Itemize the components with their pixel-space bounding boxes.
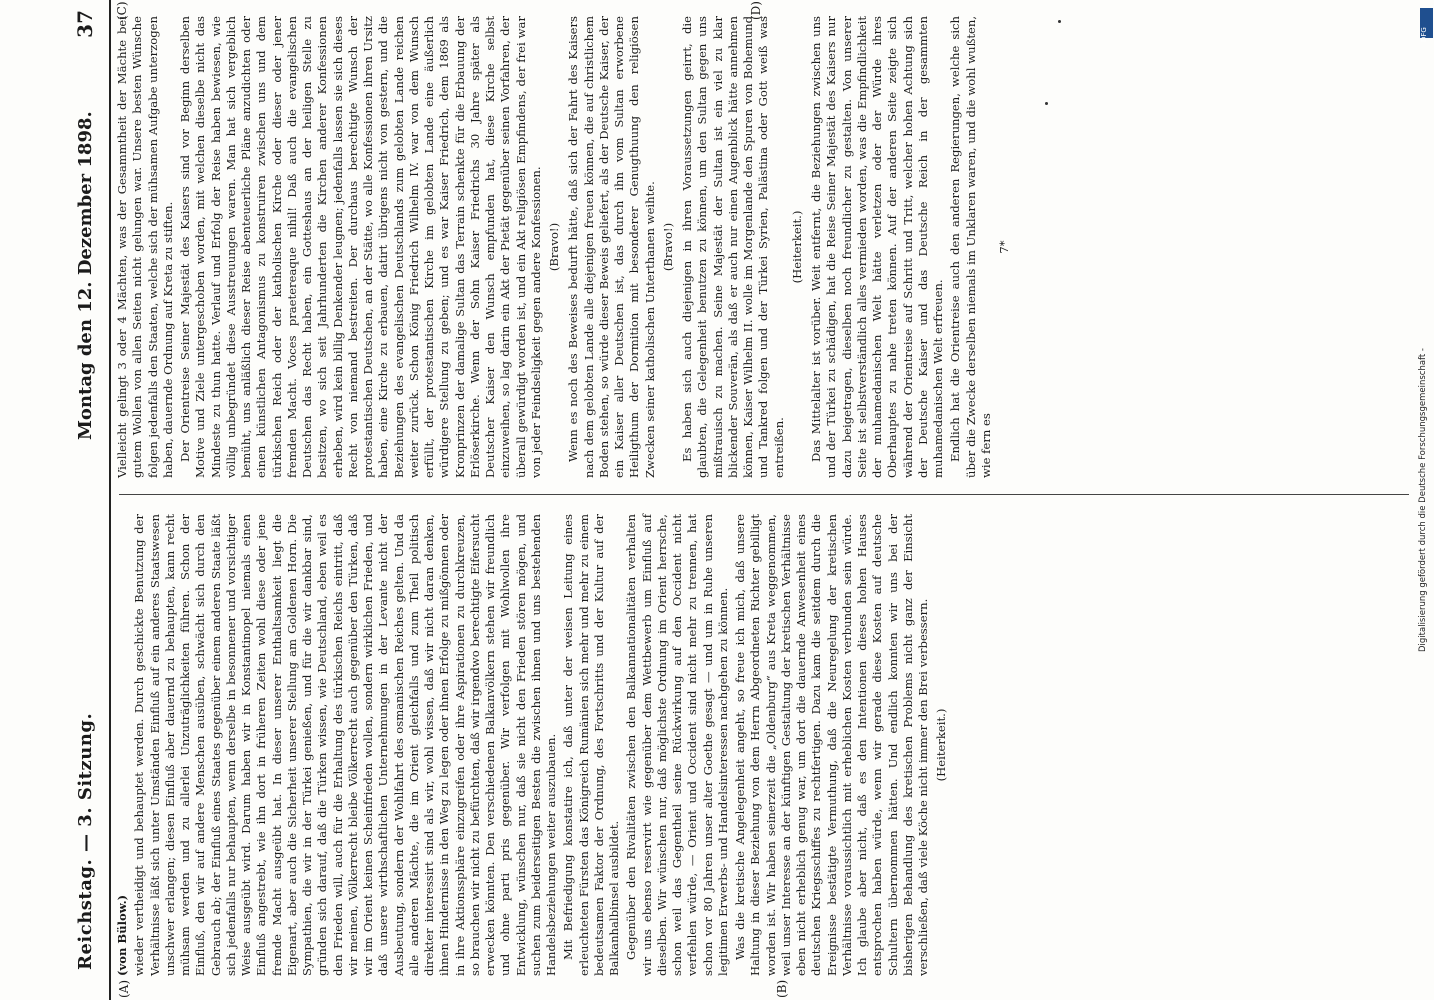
page-number: 37: [73, 10, 97, 38]
signature-mark: 7*: [997, 240, 1011, 254]
margin-marker-d: (D): [749, 1, 763, 20]
paragraph: Wenn es noch des Beweises bedurft hätte, daß sich der Fahrt des Kaisers nach dem gelobten Lande alle diejenigen freuen können, die auf christlichem Boden stehen, so würde dieser Beweis geliefert, als der Deutsche Kaiser, der ein Kaiser aller Deutschen ist, das durch ihn vom Sultan erworbene Heiligthum der Dormition mit besonderer Genugthuung den religiösen Zwecken seiner katholischen Unterthanen weihte.: [566, 16, 657, 478]
scan-speck: [1045, 102, 1048, 105]
paragraph: Der Orientreise Seiner Majestät des Kaisers sind vor Beginn derselben Motive und Ziele untergeschoben worden, mit welchen dieselbe nicht das Mindeste zu thun hatte. Verlauf und Erfolg der Reise haben bewiesen, wie völlig unbegründet diese Ausstreuungen waren. Man hat sich vergeblich bemüht, uns anläßlich dieser Reise abenteuerliche Pläne anzudichten oder einen künstlichen Antagonismus zu konstruiren zwischen uns und dem türkischen Reich oder der katholischen Kirche oder dieser oder jener fremden Macht. Voces praetereaque nihil! Daß auch die evangelischen Deutschen das Recht haben, ein Gotteshaus an der heiligen Stelle zu besitzen, wo sich seit Jahrhunderten die Kirchen anderer Konfessionen erheben, wird kein billig Denkender leugnen; jedenfalls lassen sie sich dieses Recht von niemand bestreiten. Der durchaus berechtigte Wunsch der protestantischen Deutschen, an der Stätte, wo alle Konfessionen ihren Ursitz haben, eine Kirche zu erbauen, datirt übrigens nicht von gestern, und die Beziehungen des evangelischen Deutschlands zum gelobten Lande reichen weiter zurück. Schon König Friedrich Wilhelm IV. war von dem Wunsch erfüllt, der protestantischen Kirche im gelobten Lande eine äußerlich würdigere Stellung zu geben; und es war Kaiser Friedrich, dem 1869 als Kronprinzen der damalige Sultan das Terrain schenkte für die Erbauung der Erlöserkirche. Wenn der Sohn Kaiser Friedrichs 30 Jahre später als Deutscher Kaiser den Wunsch empfunden hat, diese Kirche selbst einzuweihen, so lag darin ein Akt der Pietät gegenüber seinen Vorfahren, der überall gewürdigt worden ist, und ein Akt religiösen Empfindens, der frei war von jeder Feindseligkeit gegen andere Konfessionen.: [178, 16, 543, 478]
paragraph: Endlich hat die Orientreise auch den anderen Regierungen, welche sich über die Zwecke derselben niemals im Unklaren waren, und die wohl wußten, wie fern es: [948, 16, 993, 478]
speaker-label: (von Bülow.): [115, 894, 129, 976]
dfg-logo: DFG: [1420, 8, 1433, 38]
paragraph: Es haben sich auch diejenigen in ihren Voraussetzungen geirrt, die glaubten, die Gelegenheit benutzen zu können, um den Sultan gegen uns mißtrauisch zu machen. Seine Majestät der Sultan ist ein viel zu klar blickender Souverän, als daß er auch nur einen Augenblick hätte annehmen können, Kaiser Wilhelm II. wolle im Morgenlande den Spuren von Bohemund und Tankred folgen und der Türkei Syrien, Palästina oder Gott weiß was entreißen.: [680, 16, 786, 478]
digitization-text: Digitalisierung gefördert durch die Deutsche Forschungsgemeinschaft -: [1418, 348, 1428, 652]
interjection: (Bravo!): [547, 222, 561, 272]
margin-marker-c: (C): [115, 1, 129, 20]
paragraph: Vielleicht gelingt 3 oder 4 Mächten, was der Gesammtheit der Mächte bei gutem Wollen von allen Seiten nicht gelungen war. Unsere besten Wünsche folgen jedenfalls den Staaten, welche sich der mühsamen Aufgabe unterzogen haben, dauernde Ordnung auf Kreta zu stiften.: [115, 16, 175, 478]
paragraph: Das Mittelalter ist vorüber. Weit entfernt, die Beziehungen zwischen uns und der Türkei zu schädigen, hat die Reise Seiner Majestät des Kaisers nur dazu beigetragen, dieselben noch freundlicher zu gestalten. Von unserer Seite ist selbstverständlich alles vermieden worden, was die Empfindlichkeit der muhamedanischen Welt hätte verletzen oder der Würde ihres Oberhauptes zu nahe treten können. Auf der anderen Seite zeigte sich während der Orientreise auf Schritt und Tritt, welcher hohen Achtung sich der Deutsche Kaiser und das Deutsche Reich in der gesammten muhamedanischen Welt erfreuen.: [809, 16, 945, 478]
paragraph: Gegenüber den Rivalitäten zwischen den Balkannationalitäten verhalten wir uns ebenso reservirt wie gegenüber dem Wettbewerb um Einfluß auf dieselben. Wir wünschen nur, daß möglichste Ordnung im Orient herrsche, schon weil das Gegentheil seine Rückwirkung auf den Occident nicht verfehlen würde, — Orient und Occident sind nicht mehr zu trennen, hat schon vor 80 Jahren unser alter Goethe gesagt — und um in Ruhe unseren legitimen Erwerbs- und Handelsinteressen nachgehen zu können.: [624, 514, 730, 976]
digitization-note: [1418, 5, 1432, 995]
interjection: (Heiterkeit.): [934, 708, 949, 782]
header-left: Reichstag. — 3. Sitzung.: [75, 712, 96, 970]
right-column: [115, 16, 1016, 478]
column-divider: [119, 494, 1409, 495]
margin-marker-a: (A): [117, 979, 131, 998]
header-rule: [109, 0, 111, 1000]
rotated-page: [67, 0, 1422, 1000]
margin-marker-b: (B): [775, 979, 789, 998]
scan-speck: [1058, 20, 1061, 23]
paragraph: Was die kretische Angelegenheit angeht, so freue ich mich, daß unsere Haltung in dieser Beziehung von dem Herrn Abgeordneten Richter gebilligt worden ist. Wir haben seinerzeit die „Oldenburg“ aus Kreta weggenommen, weil unser Interesse an der künftigen Gestaltung der kretischen Verhältnisse eben nicht erheblich genug war, um dort die dauernde Anwesenheit eines deutschen Kriegsschiffes zu rechtfertigen. Dazu kam die seitdem durch die Ereignisse bestätigte Vermuthung, daß die Neuregelung der kretischen Verhältnisse voraussichtlich mit erheblichen Kosten verbunden sein würde. Ich glaube aber nicht, daß es den Intentionen dieses hohen Hauses entsprochen haben würde, wenn wir gerade diese Kosten auf deutsche Schultern übernommen hätten. Und endlich konnten wir uns bei der bisherigen Behandlung des kretischen Problems nicht ganz der Einsicht verschließen, daß viele Köche nicht immer den Brei verbessern.: [733, 514, 930, 976]
header-date: Montag den 12. Dezember 1898.: [75, 111, 96, 440]
page-header: [67, 0, 107, 1000]
interjection: (Bravo!): [660, 222, 675, 272]
interjection: (Heiterkeit.): [789, 210, 804, 284]
left-column: [115, 514, 954, 976]
paragraph: wieder vertheidigt und behauptet werden. Durch geschickte Benutzung der Verhältnisse läßt sich unter Umständen Einfluß auf ein anderes Staatswesen unschwer erlangen; diesen Einfluß aber dauernd zu behaupten, kann recht mühsam werden und zu allerlei Unzuträglichkeiten führen. Schon der Einfluß, den wir auf andere Menschen ausüben, schwächt sich durch den Gebrauch ab; der Einfluß eines Staates gegenüber einem anderen Staate läßt sich jedenfalls nur behaupten, wenn derselbe in besonnener und vorsichtiger Weise ausgeübt wird. Darum haben wir in Konstantinopel niemals einen Einfluß angestrebt, wie ihn dort in früheren Zeiten wohl diese oder jene fremde Macht ausgeübt hat. In dieser unserer Enthaltsamkeit liegt die Eigenart, aber auch die Sicherheit unserer Stellung am Goldenen Horn. Die Sympathien, die wir in der Türkei genießen, und für die wir dankbar sind, gründen sich darauf, daß die Türken wissen, wie Deutschland, eben weil es den Frieden will, auch für die Erhaltung des türkischen Reichs eintritt, daß wir meinen, Völkerrecht bleibe Völkerrecht auch gegenüber den Türken, daß wir im Orient keinen Scheinfrieden wollen, sondern wirklichen Frieden, und daß unsere wirthschaftlichen Unternehmungen in der Levante nicht der Ausbeutung, sondern der Wohlfahrt des osmanischen Reiches gelten. Und da alle anderen Mächte, die im Orient gleichfalls und zum Theil politisch direkter interessirt sind als wir, wohl wissen, daß wir nicht daran denken, ihnen Hindernisse in den Weg zu legen oder ihnen Erfolge zu mißgönnen oder in ihre Aktionssphäre einzugreifen oder ihre Aspirationen zu durchkreuzen, so brauchen wir nicht zu befürchten, daß wir irgendwo berechtigte Eifersucht erwecken könnten. Den verschiedenen Balkanvölkern stehen wir freundlich und ohne parti pris gegenüber. Wir verfolgen mit Wohlwollen ihre Entwicklung, wünschen nur, daß sie nicht den Frieden stören mögen, und suchen zum beiderseitigen Besten die zwischen ihnen und uns bestehenden Handelsbeziehungen weiter auszubauen.: [132, 514, 558, 976]
paragraph: Mit Befriedigung konstatire ich, daß unter der weisen Leitung eines erleuchteten Fürsten das Königreich Rumänien sich mehr und mehr zu einem bedeutsamen Faktor der Ordnung, des Fortschritts und der Kultur auf der Balkanhalbinsel ausbildet.: [561, 514, 621, 976]
